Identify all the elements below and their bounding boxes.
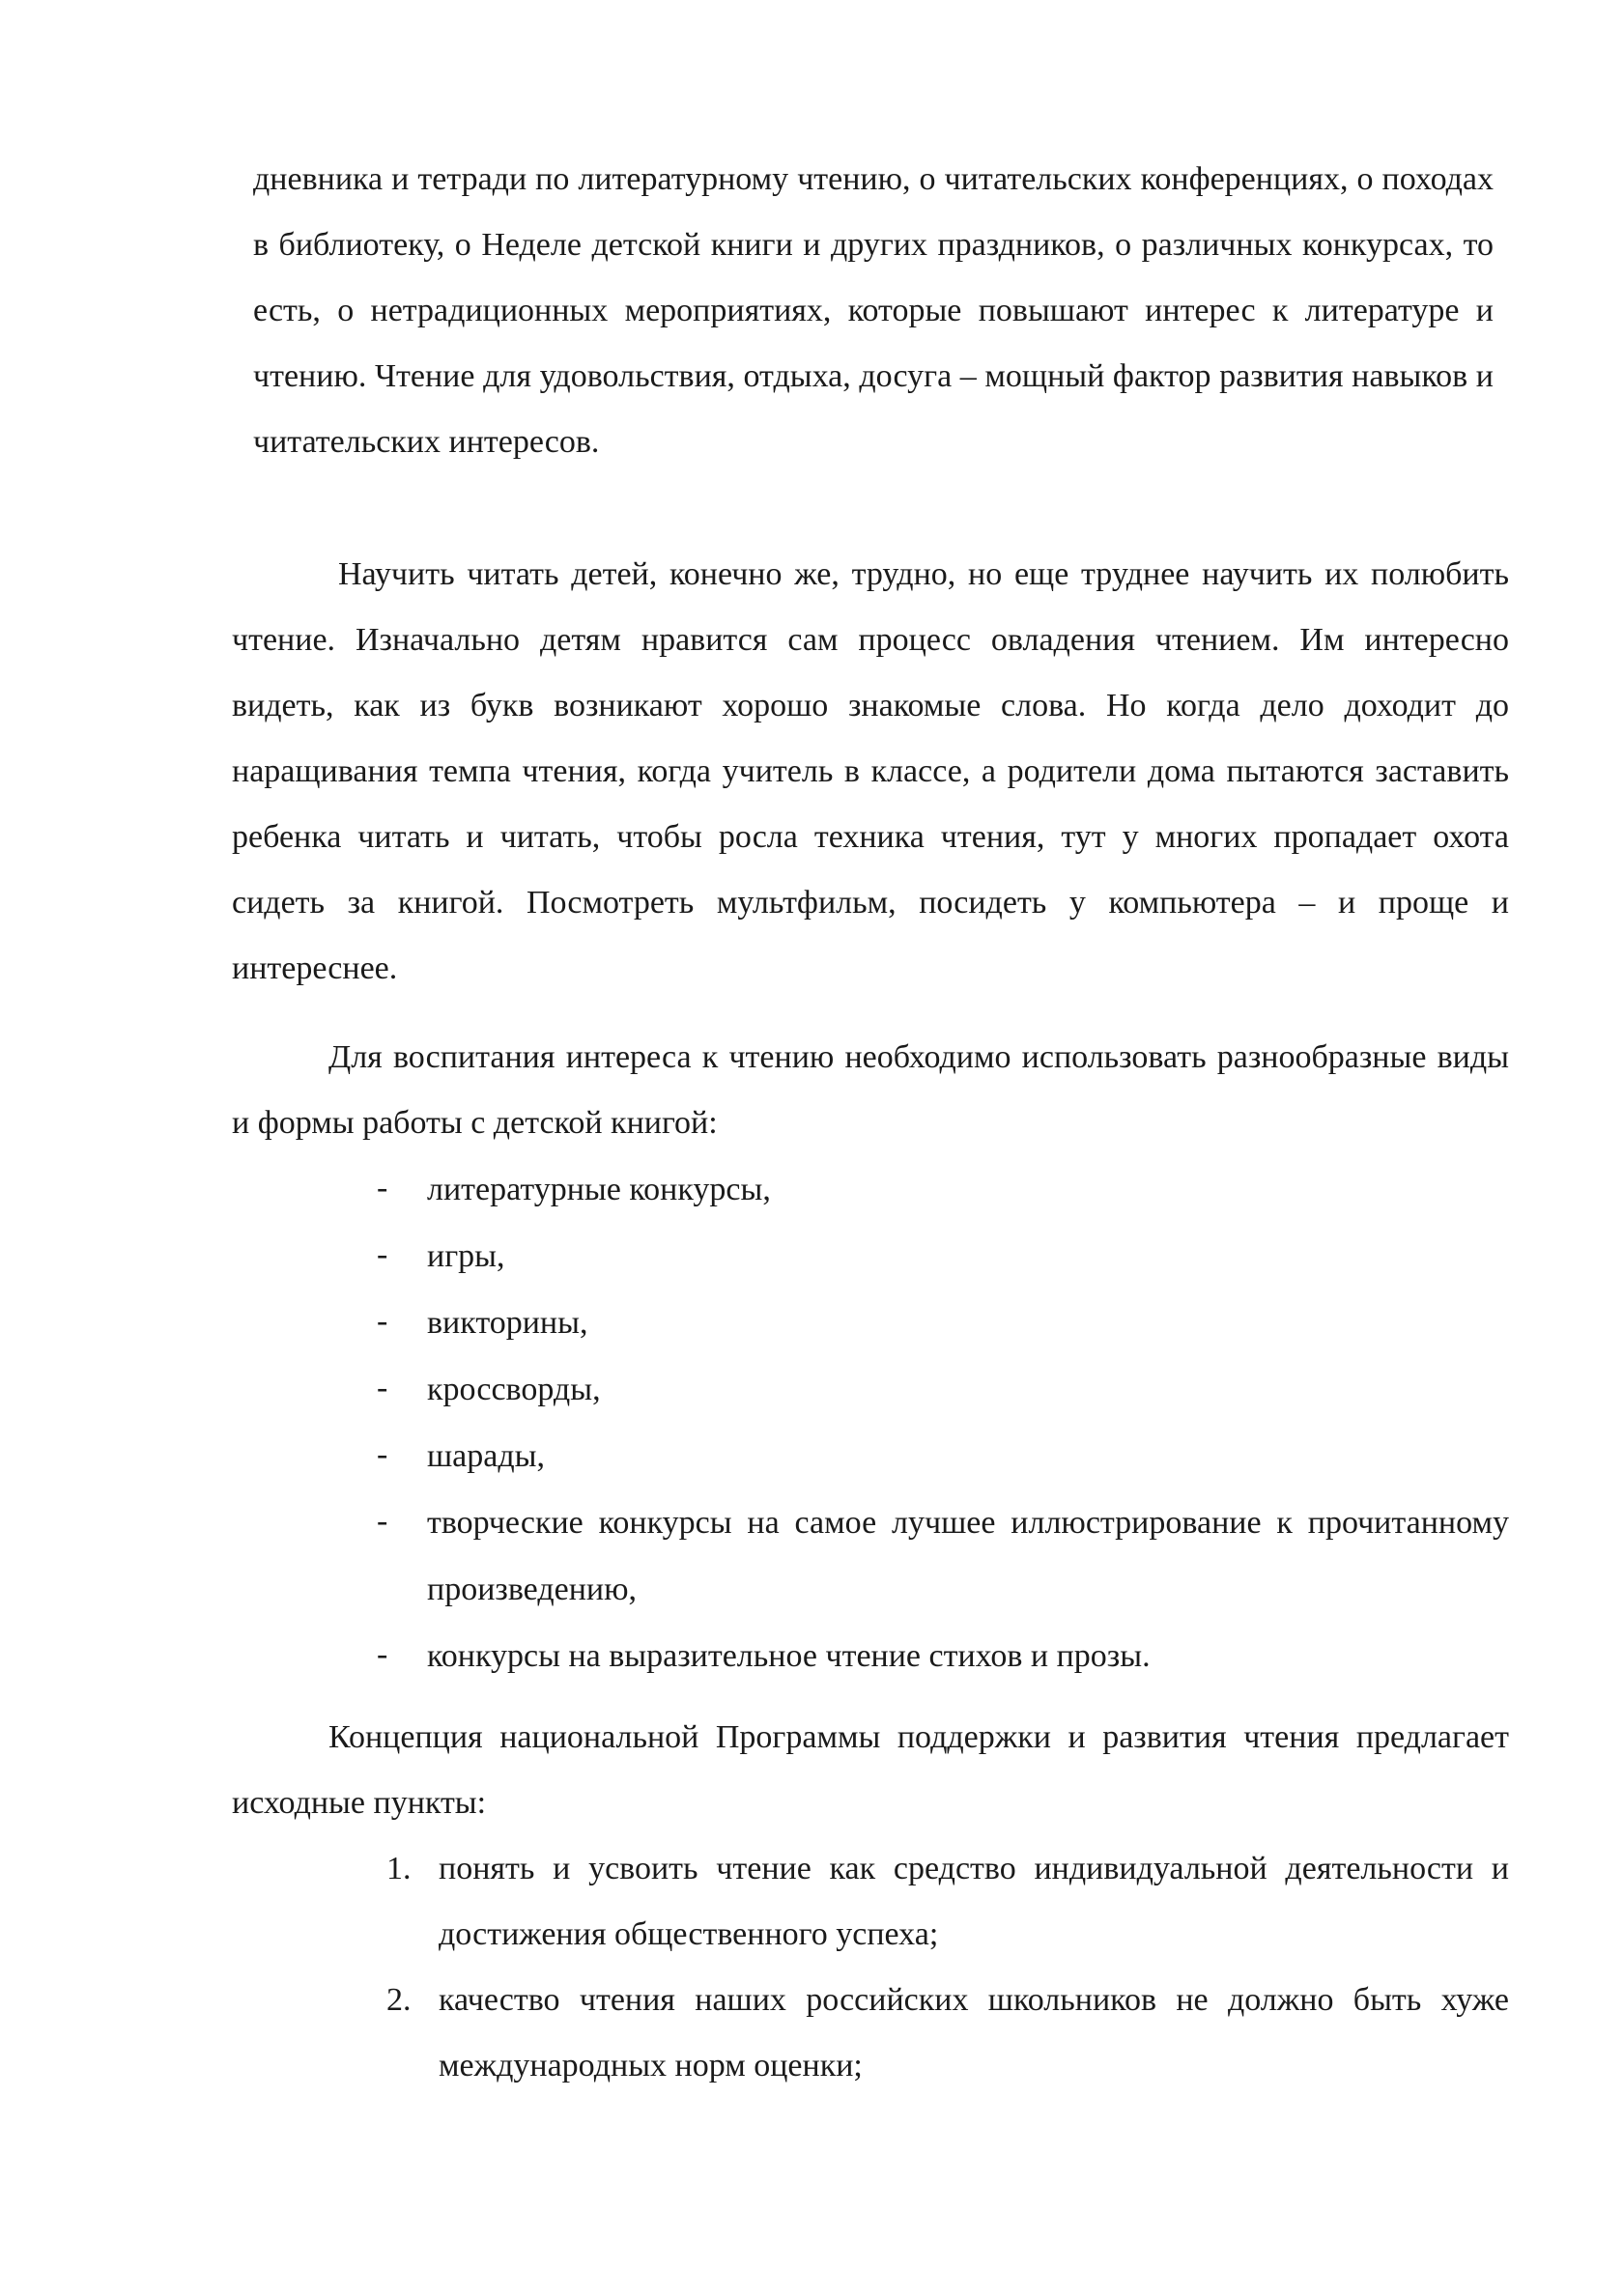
list-item-text: викторины, <box>427 1305 588 1341</box>
paragraph-concept-intro: Концепция национальной Программы поддержки и развития чтения предлагает исходные пункты: <box>232 1719 1509 1821</box>
dash-marker: - <box>377 1370 388 1405</box>
list-item <box>386 1836 1509 1968</box>
dash-marker: - <box>377 1303 388 1339</box>
list-item <box>372 1623 1509 1689</box>
list-item-text: кроссворды, <box>427 1372 601 1407</box>
list-item-text: творческие конкурсы на самое лучшее иллюстрирование к прочитанному произведению, <box>427 1505 1509 1607</box>
list-item <box>372 1290 1509 1356</box>
paragraph-continuation: дневника и тетради по литературному чтению, о читательских конференциях, о походах в библиотеку, о Неделе детской книги и других праздников, о различных конкурсах, то есть, о нетрадиционных мероприятиях, которые повышают интерес к литературе и чтению. Чтение для удовольствия, отдыха, досуга – мощный фактор развития навыков и читательских интересов. <box>253 161 1494 460</box>
number-marker: 2. <box>386 1982 412 2018</box>
list-item-text: литературные конкурсы, <box>427 1172 771 1207</box>
paragraph-reading-love: Научить читать детей, конечно же, трудно, но еще труднее научить их полюбить чтение. Изначально детям нравится сам процесс овладения чтением. Им интересно видеть, как из букв возникают хорошо знакомые слова. Но когда дело доходит до наращивания темпа чтения, когда учитель в классе, а родители дома пытаются заставить ребенка читать и читать, чтобы росла техника чтения, тут у многих пропадает охота сидеть за книгой. Посмотреть мультфильм, посидеть у компьютера – и проще и интереснее. <box>232 556 1509 986</box>
list-item <box>372 1156 1509 1223</box>
dash-marker: - <box>377 1636 388 1672</box>
list-item-text: шарады, <box>427 1438 546 1474</box>
list-item-text: понять и усвоить чтение как средство индивидуальной деятельности и достижения общественного успеха; <box>439 1851 1509 1952</box>
list-item <box>372 1489 1509 1623</box>
concept-points-list <box>386 1836 1509 2099</box>
dash-marker: - <box>377 1170 388 1205</box>
number-marker: 1. <box>386 1851 412 1886</box>
list-item-text: качество чтения наших российских школьников не должно быть хуже международных норм оценки; <box>439 1982 1509 2083</box>
list-item <box>386 1968 1509 2099</box>
list-item <box>372 1423 1509 1489</box>
work-forms-list <box>372 1156 1509 1689</box>
list-item-text: конкурсы на выразительное чтение стихов и прозы. <box>427 1638 1151 1674</box>
dash-marker: - <box>377 1436 388 1472</box>
dash-marker: - <box>377 1503 388 1539</box>
list-item-text: игры, <box>427 1238 505 1274</box>
list-item <box>372 1356 1509 1423</box>
dash-marker: - <box>377 1236 388 1272</box>
list-item <box>372 1223 1509 1290</box>
paragraph-work-forms-intro: Для воспитания интереса к чтению необходимо использовать разнообразные виды и формы работы с детской книгой: <box>232 1039 1509 1141</box>
